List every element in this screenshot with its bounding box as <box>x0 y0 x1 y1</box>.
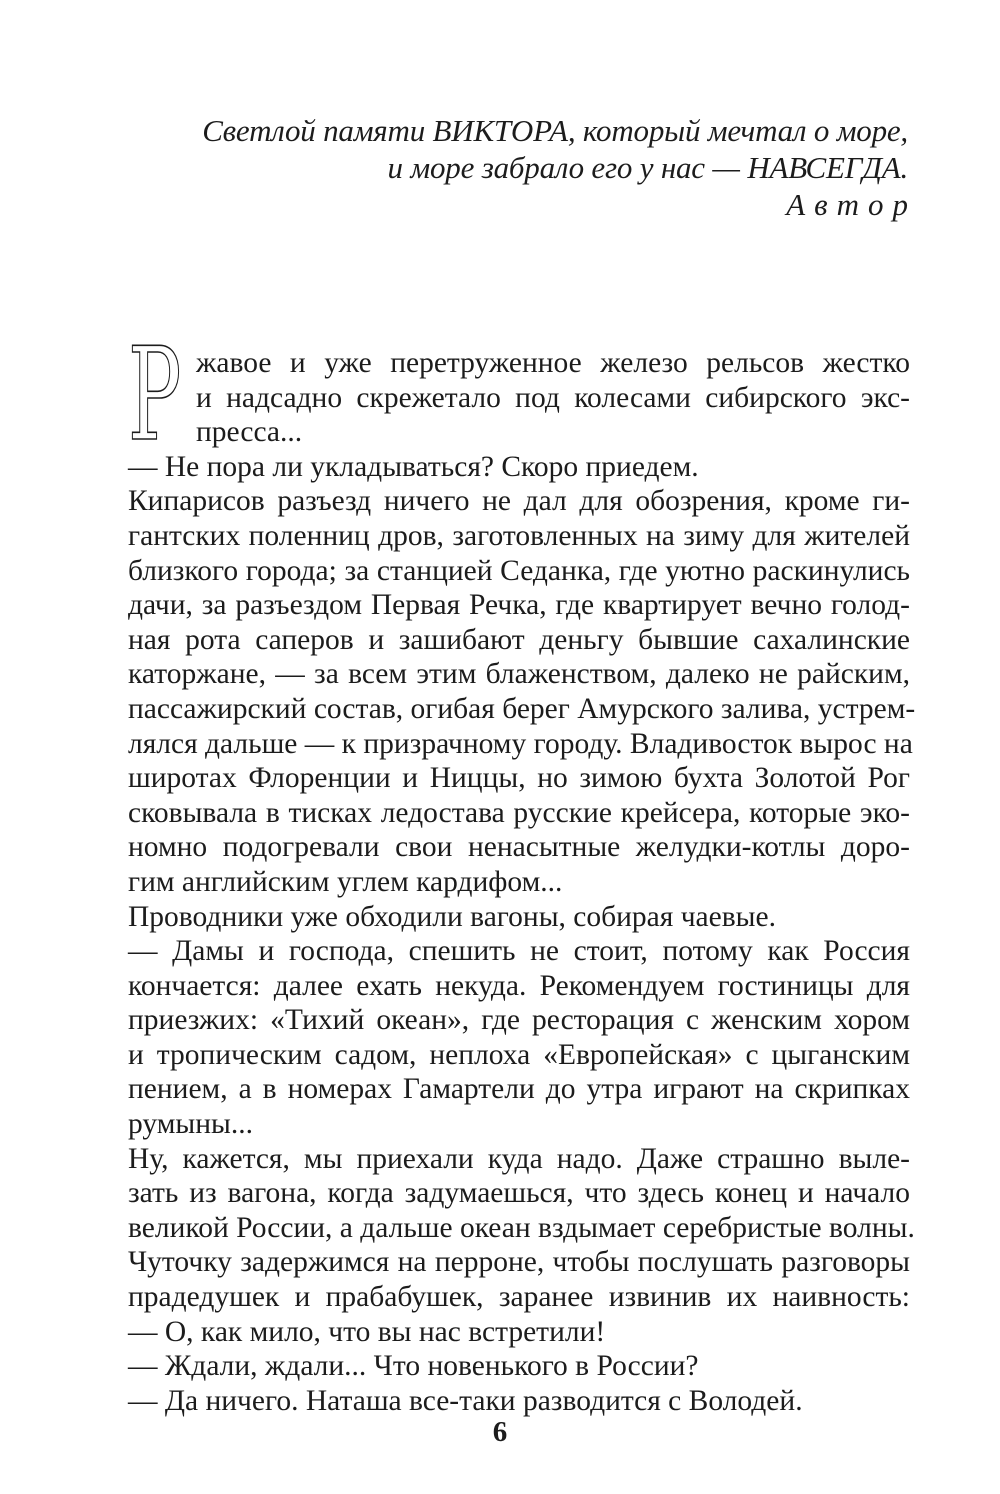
epigraph-line-1: Светлой памяти ВИКТОРА, который мечтал о море, <box>202 113 908 148</box>
text-line: номно подогревали свои ненасытные желудки-котлы доро- <box>128 831 910 864</box>
text-line: Чуточку задержимся на перроне, чтобы послушать разговоры <box>128 1246 910 1279</box>
text-line: Кипарисов разъезд ничего не дал для обозрения, кроме ги- <box>128 485 910 518</box>
text-line: Проводники уже обходили вагоны, собирая чаевые. <box>128 900 776 933</box>
text-line: ная рота саперов и зашибают деньгу бывшие сахалинские <box>128 623 910 656</box>
text-line: прадедушек и прабабушек, заранее извинив их наивность: <box>128 1281 910 1314</box>
text-line: кончается: далее ехать некуда. Рекомендуем гостиницы для <box>128 969 910 1002</box>
body-text <box>128 321 916 1418</box>
epigraph-line-2: и море забрало его у нас — НАВСЕГДА. <box>387 150 908 185</box>
text-line: и надсадно скрежетало под колесами сибирского экс- <box>196 381 910 414</box>
text-line: и тропическим садом, неплоха «Европейская» с цыганским <box>128 1038 910 1071</box>
text-line: лялся дальше — к призрачному городу. Владивосток вырос на <box>128 727 913 760</box>
text-line: — Да ничего. Наташа все-таки разводится с Володей. <box>128 1384 803 1417</box>
text-line: Ну, кажется, мы приехали куда надо. Даже страшно выле- <box>128 1142 910 1175</box>
text-line: — Ждали, ждали... Что новенького в России? <box>128 1350 699 1383</box>
text-line: румыны... <box>128 1108 253 1141</box>
text-line: — О, как мило, что вы нас встретили! <box>128 1315 606 1348</box>
epigraph <box>202 112 917 223</box>
text-line: зать из вагона, когда задумаешься, что здесь конец и начало <box>128 1177 910 1210</box>
text-line: широтах Флоренции и Ниццы, но зимою бухта Золотой Рог <box>128 762 910 795</box>
text-line: каторжане, — за всем этим блаженством, далеко не райским, <box>128 658 910 691</box>
text-line: гим английским углем кардифом... <box>128 865 563 898</box>
text-line: — Не пора ли укладываться? Скоро приедем. <box>128 450 699 483</box>
text-line: пением, а в номерах Гамартели до утра играют на скрипках <box>128 1073 910 1106</box>
page-number: 6 <box>492 1416 508 1448</box>
drop-cap-letter: Р <box>128 321 182 470</box>
text-line: пассажирский состав, огибая берег Амурского залива, устрем- <box>128 692 916 725</box>
text-line: жавое и уже перетруженное железо рельсов жестко <box>196 347 910 379</box>
text-line: гантских поленниц дров, заготовленных на зиму для жителей <box>128 519 910 552</box>
text-line: приезжих: «Тихий океан», где ресторация с женским хором <box>128 1004 910 1037</box>
text-line: великой России, а дальше океан вздымает серебристые волны. <box>128 1211 915 1244</box>
text-line: пресса... <box>196 416 303 449</box>
epigraph-author: Автор <box>786 187 917 222</box>
text-line: сковывала в тисках ледостава русские крейсера, которые эко- <box>128 796 910 829</box>
text-line: — Дамы и господа, спешить не стоит, потому как Россия <box>128 935 910 968</box>
text-line: близкого города; за станцией Седанка, где уютно раскинулись <box>128 554 910 587</box>
text-line: дачи, за разъездом Первая Речка, где квартирует вечно голод- <box>128 589 910 622</box>
